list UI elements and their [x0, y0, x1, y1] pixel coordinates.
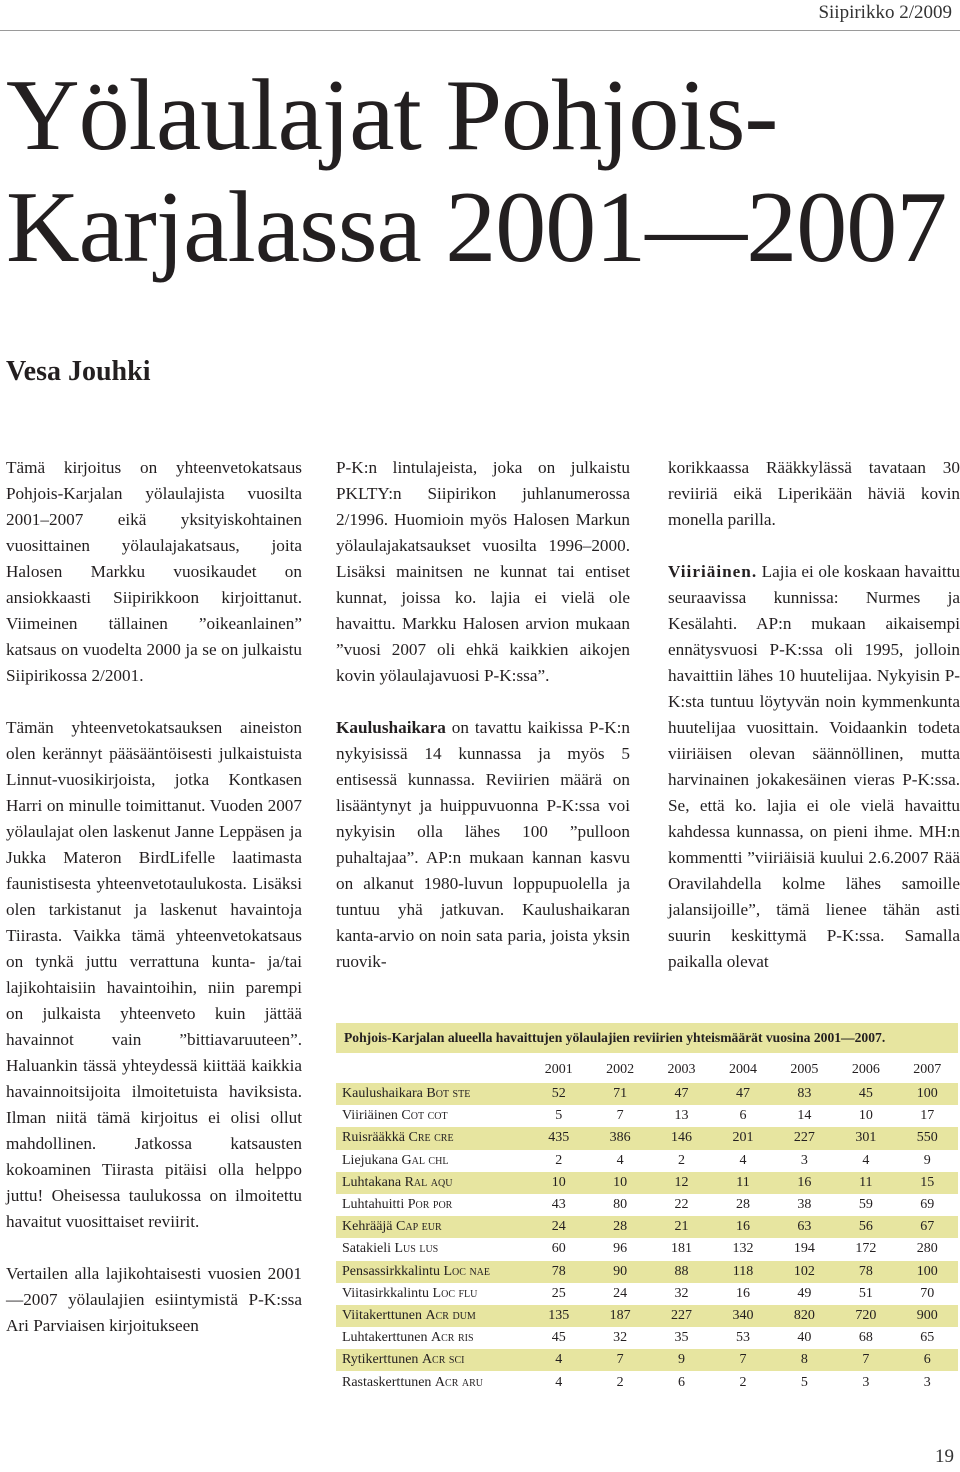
- value-cell: 68: [835, 1327, 896, 1349]
- value-cell: 280: [897, 1238, 958, 1260]
- table-row: [336, 1327, 958, 1349]
- value-cell: 59: [835, 1194, 896, 1216]
- value-cell: 38: [774, 1194, 835, 1216]
- species-code: Bot ste: [426, 1086, 471, 1102]
- value-cell: 16: [712, 1283, 773, 1305]
- species-code: Ral aqu: [404, 1174, 453, 1190]
- value-cell: 201: [712, 1127, 773, 1149]
- value-cell: 15: [897, 1172, 958, 1194]
- value-cell: 5: [528, 1105, 589, 1127]
- value-cell: 3: [897, 1371, 958, 1393]
- species-cell: [336, 1283, 528, 1305]
- value-cell: 80: [589, 1194, 650, 1216]
- species-column-header: [336, 1057, 528, 1083]
- value-cell: 56: [835, 1216, 896, 1238]
- year-header: 2006: [851, 1062, 880, 1077]
- value-cell: 47: [651, 1083, 712, 1105]
- value-cell: 340: [712, 1305, 773, 1327]
- value-cell: 47: [712, 1083, 773, 1105]
- species-code: Lus lus: [394, 1241, 439, 1257]
- value-cell: 100: [897, 1083, 958, 1105]
- value-cell: 10: [589, 1172, 650, 1194]
- species-cell: [336, 1105, 528, 1127]
- species-name: Luhtakana: [342, 1174, 402, 1190]
- article-title: [6, 60, 956, 284]
- title-line-1: Yölaulajat Pohjois-: [6, 59, 778, 172]
- table-row: [336, 1194, 958, 1216]
- year-header: 2003: [667, 1062, 696, 1077]
- species-cell: [336, 1238, 528, 1260]
- title-line-2: Karjalassa 2001—2007: [6, 171, 947, 284]
- table-header-row: [336, 1057, 958, 1083]
- value-cell: 28: [712, 1194, 773, 1216]
- value-cell: 24: [528, 1216, 589, 1238]
- value-cell: 4: [712, 1150, 773, 1172]
- value-cell: 45: [528, 1327, 589, 1349]
- value-cell: 100: [897, 1261, 958, 1283]
- value-cell: 550: [897, 1127, 958, 1149]
- species-code: Cap eur: [396, 1219, 442, 1235]
- value-cell: 16: [712, 1216, 773, 1238]
- value-cell: 9: [897, 1150, 958, 1172]
- header-rule: [0, 30, 960, 31]
- value-cell: 2: [651, 1150, 712, 1172]
- year-header: 2004: [728, 1062, 757, 1077]
- text-column-1: [6, 455, 302, 1339]
- paragraph: P-K:n lintulajeista, joka on julkaistu PKLTY:n Siipirikon juhlanumerossa 2/1996. Huomioin myös Halosen Markun yölaulajakatsaukset vuosilta 1996–2000. Lisäksi mainitsen ne kunnat tai entiset kunnat, joissa ko. lajia ei vielä ole havaittu. Markku Halosen arvion mukaan ”vuosi 2007 oli ehkä kaikkien aikojen kovin yölaulajavuosi P-K:ssa”.: [336, 458, 630, 685]
- species-code: Acr ris: [431, 1330, 474, 1346]
- value-cell: 14: [774, 1105, 835, 1127]
- value-cell: 194: [774, 1238, 835, 1260]
- table-caption: Pohjois-Karjalan alueella havaittujen yölaulajien reviirien yhteismäärät vuosina 2001—2007.: [336, 1023, 958, 1053]
- species-cell: [336, 1083, 528, 1105]
- value-cell: 4: [528, 1371, 589, 1393]
- value-cell: 70: [897, 1283, 958, 1305]
- value-cell: 52: [528, 1083, 589, 1105]
- year-header: 2005: [790, 1062, 819, 1077]
- value-cell: 118: [712, 1261, 773, 1283]
- value-cell: 21: [651, 1216, 712, 1238]
- value-cell: 7: [712, 1349, 773, 1371]
- value-cell: 4: [835, 1150, 896, 1172]
- value-cell: 88: [651, 1261, 712, 1283]
- species-cell: [336, 1127, 528, 1149]
- species-cell: [336, 1150, 528, 1172]
- text-column-2: [336, 455, 630, 975]
- value-cell: 4: [528, 1349, 589, 1371]
- species-cell: [336, 1194, 528, 1216]
- value-cell: 78: [528, 1261, 589, 1283]
- value-cell: 7: [835, 1349, 896, 1371]
- value-cell: 90: [589, 1261, 650, 1283]
- value-cell: 24: [589, 1283, 650, 1305]
- species-cell: [336, 1261, 528, 1283]
- year-header: 2007: [913, 1062, 942, 1077]
- value-cell: 435: [528, 1127, 589, 1149]
- species-name: Viitakerttunen: [342, 1307, 423, 1323]
- species-code: Cre cre: [408, 1130, 454, 1146]
- value-cell: 301: [835, 1127, 896, 1149]
- species-name: Viiriäinen: [342, 1108, 398, 1124]
- species-name: Pensassirkkalintu: [342, 1263, 440, 1279]
- value-cell: 28: [589, 1216, 650, 1238]
- paragraph-text: on tavattu kaikissa P-K:n nykyisissä 14 kunnassa ja myös 5 entisessä kunnassa. Reviirien määrä on lisääntynyt ja huippuvuonna P-K:ssa voi nykyisin olla lähes 100 ”pulloon puhaltajaa”. AP:n mukaan kannan kasvu on alkanut 1980-luvun loppupuolella ja tuntuu yhä jatkuvan. Kaulushaikaran kanta-arvio on noin sata paria, joista yksin ruovik-: [336, 718, 630, 971]
- species-name: Rytikerttunen: [342, 1352, 419, 1368]
- species-code: Cot cot: [401, 1108, 448, 1124]
- paragraph-text: Lajia ei ole koskaan havaittu seuraavissa kunnissa: Nurmes ja Kesälahti. AP:n mukaan aikaisempi ennätysvuosi P-K:ssa oli 1995, jolloin havaittiin lähes 10 huutelijaa. Nykyisin P-K:sta tuntuu löytyvän noin kymmenkunta huutelijaa vuosittain. Voidaankin todeta viiriäisen olevan säännöllinen, mutta harvinainen jokakesäinen vieras P-K:ssa. Se, että ko. lajia ei ole vielä havaittu kahdessa kunnassa, on pieni ihme. MH:n kommentti ”viiriäisiä kuului 2.6.2007 Rää Oravilahdella kolme lähes samoille jalansijoille”, tämä lienee tähän asti suurin keskittymä P-K:ssa. Samalla paikalla olevat: [668, 562, 960, 971]
- paragraph: korikkaassa Rääkkylässä tavataan 30 reviiriä eikä Liperikään häviä kovin monella parilla.: [668, 458, 960, 529]
- species-code: Loc nae: [443, 1263, 490, 1279]
- value-cell: 45: [835, 1083, 896, 1105]
- value-cell: 63: [774, 1216, 835, 1238]
- value-cell: 60: [528, 1238, 589, 1260]
- value-cell: 12: [651, 1172, 712, 1194]
- species-name: Kaulushaikara: [342, 1086, 423, 1102]
- value-cell: 22: [651, 1194, 712, 1216]
- table-row: [336, 1238, 958, 1260]
- species-name: Viitasirkkalintu: [342, 1285, 430, 1301]
- value-cell: 65: [897, 1327, 958, 1349]
- value-cell: 187: [589, 1305, 650, 1327]
- value-cell: 5: [774, 1371, 835, 1393]
- value-cell: 10: [528, 1172, 589, 1194]
- species-name: Kehrääjä: [342, 1219, 393, 1235]
- species-name: Liejukana: [342, 1152, 398, 1168]
- value-cell: 6: [651, 1371, 712, 1393]
- year-header: 2001: [544, 1062, 573, 1077]
- value-cell: 17: [897, 1105, 958, 1127]
- value-cell: 102: [774, 1261, 835, 1283]
- table-row: [336, 1216, 958, 1238]
- page-number: 19: [935, 1446, 954, 1467]
- value-cell: 11: [712, 1172, 773, 1194]
- species-cell: [336, 1371, 528, 1393]
- paragraph: [668, 559, 960, 975]
- table-row: [336, 1083, 958, 1105]
- table-row: [336, 1127, 958, 1149]
- table-row: [336, 1349, 958, 1371]
- value-cell: 10: [835, 1105, 896, 1127]
- paragraph: [336, 715, 630, 975]
- value-cell: 35: [651, 1327, 712, 1349]
- table-row: [336, 1371, 958, 1393]
- value-cell: 40: [774, 1327, 835, 1349]
- species-name: Rastaskerttunen: [342, 1374, 432, 1390]
- species-code: Gal chl: [401, 1152, 449, 1168]
- paragraph: Vertailen alla lajikohtaisesti vuosien 2001—2007 yölaulajien esiintymistä P-K:ssa Ari Parviaisen kirjoitukseen: [6, 1264, 302, 1335]
- value-cell: 172: [835, 1238, 896, 1260]
- value-cell: 83: [774, 1083, 835, 1105]
- territory-table: [336, 1023, 958, 1394]
- table-row: [336, 1105, 958, 1127]
- value-cell: 8: [774, 1349, 835, 1371]
- value-cell: 820: [774, 1305, 835, 1327]
- species-code: Por por: [407, 1197, 453, 1213]
- value-cell: 2: [712, 1371, 773, 1393]
- value-cell: 2: [528, 1150, 589, 1172]
- value-cell: 78: [835, 1261, 896, 1283]
- species-cell: [336, 1327, 528, 1349]
- value-cell: 43: [528, 1194, 589, 1216]
- table-row: [336, 1261, 958, 1283]
- value-cell: 71: [589, 1083, 650, 1105]
- table-row: [336, 1305, 958, 1327]
- table-row: [336, 1172, 958, 1194]
- table-row: [336, 1283, 958, 1305]
- species-cell: [336, 1349, 528, 1371]
- value-cell: 96: [589, 1238, 650, 1260]
- value-cell: 49: [774, 1283, 835, 1305]
- species-code: Acr dum: [425, 1307, 476, 1323]
- species-heading: Viiriäinen.: [668, 562, 758, 581]
- value-cell: 4: [589, 1150, 650, 1172]
- year-header: 2002: [606, 1062, 635, 1077]
- value-cell: 9: [651, 1349, 712, 1371]
- species-cell: [336, 1172, 528, 1194]
- paragraph: Tämä kirjoitus on yhteenvetokatsaus Pohjois-Karjalan yölaulajista vuosilta 2001–2007 eikä yksityiskohtainen vuosittainen yölaulajakatsaus, joita Halosen Markku vuosikaudet on ansiokkaasti Siipirikkoon kirjoittanut. Viimeinen tällainen ”oikeanlainen” katsaus on vuodelta 2000 ja se on julkaistu Siipirikossa 2/2001.: [6, 458, 302, 685]
- species-heading: Kaulushaikara: [336, 718, 446, 737]
- paragraph: Tämän yhteenvetokatsauksen aineiston olen kerännyt pääsääntöisesti julkaistuista Linnut-vuosikirjoista, jotka Kontkasen Harri on minulle toimittanut. Vuoden 2007 yölaulajat olen laskenut Janne Leppäsen ja Jukka Materon BirdLifelle laatimasta faunistisesta yhteenvetotaulukosta. Lisäksi olen tarkistanut ja laskenut havaintoja Tiirasta. Vaikka tämä yhteenvetokatsaus on tynkä juttu verrattuna kunta- ja/tai lajikohtaisiin havaintoihin, niin parempi on julkaista yhteenveto kuin jättää havainnot vain ”bittiavaruuteen”. Haluankin tässä yhteydessä kiittää kaikkia havainnoitsijoita ilmoitetuista haviksista. Ilman niitä tämä kirjoitus ei olisi ollut mahdollinen. Jatkossa katsausten kokoaminen Tiirasta pitäisi olla helppo juttu! Oheisessa taulukossa on ilmoitettu havaitut vuosittaiset reviirit.: [6, 718, 302, 1231]
- species-code: Loc flu: [432, 1285, 478, 1301]
- value-cell: 146: [651, 1127, 712, 1149]
- value-cell: 67: [897, 1216, 958, 1238]
- value-cell: 7: [589, 1349, 650, 1371]
- value-cell: 6: [897, 1349, 958, 1371]
- species-name: Ruisrääkkä: [342, 1130, 405, 1146]
- value-cell: 720: [835, 1305, 896, 1327]
- text-column-3: [668, 455, 960, 975]
- species-code: Acr sci: [421, 1352, 465, 1368]
- value-cell: 7: [589, 1105, 650, 1127]
- species-name: Luhtahuitti: [342, 1197, 405, 1213]
- value-cell: 227: [774, 1127, 835, 1149]
- author-name: Vesa Jouhki: [6, 356, 151, 387]
- value-cell: 53: [712, 1327, 773, 1349]
- species-name: Satakieli: [342, 1241, 391, 1257]
- value-cell: 2: [589, 1371, 650, 1393]
- table-body: [336, 1083, 958, 1394]
- issue-label: Siipirikko 2/2009: [818, 2, 952, 23]
- value-cell: 69: [897, 1194, 958, 1216]
- value-cell: 3: [774, 1150, 835, 1172]
- value-cell: 900: [897, 1305, 958, 1327]
- species-code: Acr aru: [434, 1374, 483, 1390]
- value-cell: 11: [835, 1172, 896, 1194]
- value-cell: 25: [528, 1283, 589, 1305]
- value-cell: 51: [835, 1283, 896, 1305]
- value-cell: 32: [651, 1283, 712, 1305]
- species-cell: [336, 1305, 528, 1327]
- value-cell: 6: [712, 1105, 773, 1127]
- value-cell: 13: [651, 1105, 712, 1127]
- table-row: [336, 1150, 958, 1172]
- value-cell: 16: [774, 1172, 835, 1194]
- species-cell: [336, 1216, 528, 1238]
- data-table: [336, 1057, 958, 1394]
- value-cell: 32: [589, 1327, 650, 1349]
- value-cell: 132: [712, 1238, 773, 1260]
- value-cell: 135: [528, 1305, 589, 1327]
- value-cell: 3: [835, 1371, 896, 1393]
- value-cell: 227: [651, 1305, 712, 1327]
- value-cell: 181: [651, 1238, 712, 1260]
- species-name: Luhtakerttunen: [342, 1330, 428, 1346]
- value-cell: 386: [589, 1127, 650, 1149]
